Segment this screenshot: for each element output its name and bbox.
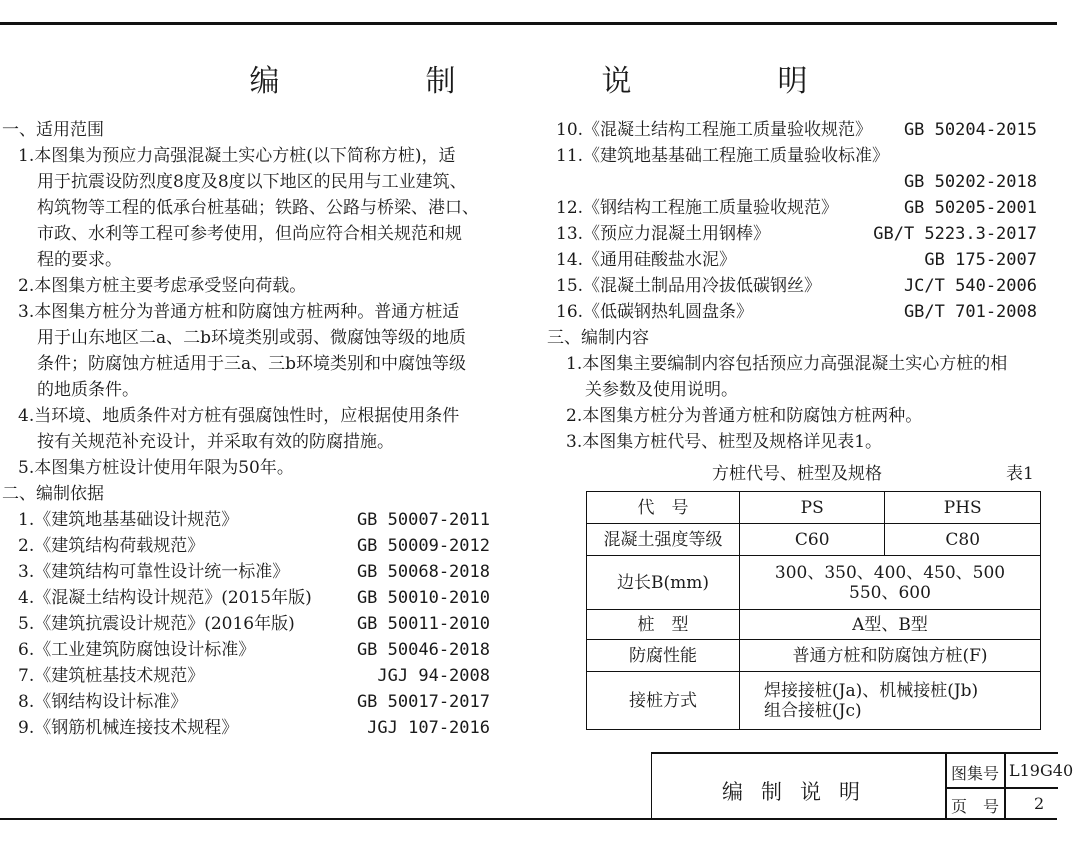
table-cell-line: 焊接接桩(Ja)、机械接桩(Jb) xyxy=(764,680,979,701)
ref-code: GB 50046-2018 xyxy=(356,640,490,660)
table-cell xyxy=(740,556,1041,610)
table-cell: PHS xyxy=(885,492,1041,524)
table-cell-line: 组合接桩(Jc) xyxy=(764,700,862,721)
s3-line: 2.本图集方桩分为普通方桩和防腐蚀方桩两种。 xyxy=(566,406,923,426)
title-block-name: 编制说明 xyxy=(722,780,878,804)
ref-name: 15.《混凝土制品用冷拔低碳钢丝》 xyxy=(556,276,822,296)
page-value: 2 xyxy=(1034,794,1045,813)
ref-code: JC/T 540-2006 xyxy=(903,276,1037,296)
top-border xyxy=(0,22,1057,25)
section2-heading: 二、编制依据 xyxy=(2,484,104,504)
s1-line: 的地质条件。 xyxy=(37,380,139,400)
s3-line: 1.本图集主要编制内容包括预应力高强混凝土实心方桩的相 xyxy=(566,354,1008,374)
ref-code: GB/T 701-2008 xyxy=(903,302,1037,322)
ref-name: 4.《混凝土结构设计规范》(2015年版) xyxy=(18,588,312,608)
ref-name: 9.《钢筋机械连接技术规程》 xyxy=(18,718,239,738)
ref-name: 3.《建筑结构可靠性设计统一标准》 xyxy=(18,562,290,582)
table-cell: 接桩方式 xyxy=(587,672,740,730)
page-title: 编 制 说 明 xyxy=(249,64,866,99)
atlas-label: 图集号 xyxy=(951,764,1000,783)
ref-code: GB 175-2007 xyxy=(924,250,1037,270)
s1-line: 条件；防腐蚀方桩适用于三a、三b环境类别和中腐蚀等级 xyxy=(37,354,467,374)
ref-name: 16.《低碳钢热轧圆盘条》 xyxy=(556,302,754,322)
s1-line: 4.当环境、地质条件对方桩有强腐蚀性时，应根据使用条件 xyxy=(18,406,460,426)
ref-name: 14.《通用硅酸盐水泥》 xyxy=(556,250,737,270)
table-cell: 普通方桩和防腐蚀方桩(F) xyxy=(740,640,1041,672)
ref-code: GB 50010-2010 xyxy=(356,588,490,608)
ref-code: GB 50068-2018 xyxy=(356,562,490,582)
table-cell: 代 号 xyxy=(587,492,740,524)
s1-line: 2.本图集方桩主要考虑承受竖向荷载。 xyxy=(18,276,307,296)
s1-line: 用于山东地区二a、二b环境类别或弱、微腐蚀等级的地质 xyxy=(37,328,467,348)
ref-code: GB 50017-2017 xyxy=(356,692,490,712)
divider xyxy=(945,787,1058,789)
s3-line: 关参数及使用说明。 xyxy=(585,380,738,400)
ref-name: 8.《钢结构设计标准》 xyxy=(18,692,188,712)
table-cell: C60 xyxy=(740,524,885,556)
ref-name: 6.《工业建筑防腐蚀设计标准》 xyxy=(18,640,256,660)
ref-name: 1.《建筑地基基础设计规范》 xyxy=(18,510,239,530)
ref-name: 11.《建筑地基基础工程施工质量验收标准》 xyxy=(556,146,890,166)
section3-heading: 三、编制内容 xyxy=(547,328,649,348)
ref-name: 10.《混凝土结构工程施工质量验收规范》 xyxy=(556,120,873,140)
table-cell: A型、B型 xyxy=(740,610,1041,640)
s1-line: 市政、水利等工程可参考使用，但尚应符合相关规范和规 xyxy=(37,224,462,244)
ref-code: JGJ 107-2016 xyxy=(367,718,490,738)
table-cell-line: 550、600 xyxy=(849,582,931,603)
ref-name: 5.《建筑抗震设计规范》(2016年版) xyxy=(18,614,295,634)
s1-line: 3.本图集方桩分为普通方桩和防腐蚀方桩两种。普通方桩适 xyxy=(18,302,460,322)
ref-name: 12.《钢结构工程施工质量验收规范》 xyxy=(556,198,839,218)
section1-heading: 一、适用范围 xyxy=(2,120,104,140)
ref-code: GB 50007-2011 xyxy=(356,510,490,530)
page-label: 页 号 xyxy=(951,797,1000,816)
s1-line: 构筑物等工程的低承台桩基础；铁路、公路与桥梁、港口、 xyxy=(37,198,479,218)
ref-code: JGJ 94-2008 xyxy=(377,666,490,686)
ref-name: 2.《建筑结构荷载规范》 xyxy=(18,536,205,556)
ref-code: GB 50202-2018 xyxy=(903,172,1037,192)
spec-table xyxy=(586,491,1041,730)
ref-code: GB 50204-2015 xyxy=(903,120,1037,140)
title-block xyxy=(651,752,1073,820)
s1-line: 5.本图集方桩设计使用年限为50年。 xyxy=(18,458,294,478)
table-cell xyxy=(740,672,1041,730)
ref-code: GB/T 5223.3-2017 xyxy=(873,224,1037,244)
ref-code: GB 50011-2010 xyxy=(356,614,490,634)
atlas-value: L19G40 xyxy=(1009,761,1073,780)
table-caption: 方桩代号、桩型及规格 xyxy=(712,464,882,484)
table-cell: 防腐性能 xyxy=(587,640,740,672)
s3-line: 3.本图集方桩代号、桩型及规格详见表1。 xyxy=(566,432,883,452)
ref-code: GB 50009-2012 xyxy=(356,536,490,556)
s1-line: 按有关规范补充设计，并采取有效的防腐措施。 xyxy=(37,432,394,452)
table-cell: C80 xyxy=(885,524,1041,556)
table-cell-line: 300、350、400、450、500 xyxy=(774,562,1006,583)
s1-line: 程的要求。 xyxy=(37,250,122,270)
table-cell: 混凝土强度等级 xyxy=(587,524,740,556)
ref-code: GB 50205-2001 xyxy=(903,198,1037,218)
s1-line: 1.本图集为预应力高强混凝土实心方桩(以下简称方桩)，适 xyxy=(18,146,456,166)
ref-name: 7.《建筑桩基技术规范》 xyxy=(18,666,205,686)
table-number: 表1 xyxy=(1006,464,1034,484)
s1-line: 用于抗震设防烈度8度及8度以下地区的民用与工业建筑、 xyxy=(37,172,467,192)
ref-name: 13.《预应力混凝土用钢棒》 xyxy=(556,224,771,244)
table-cell: 边长B(mm) xyxy=(587,556,740,610)
table-cell: 桩 型 xyxy=(587,610,740,640)
table-cell: PS xyxy=(740,492,885,524)
